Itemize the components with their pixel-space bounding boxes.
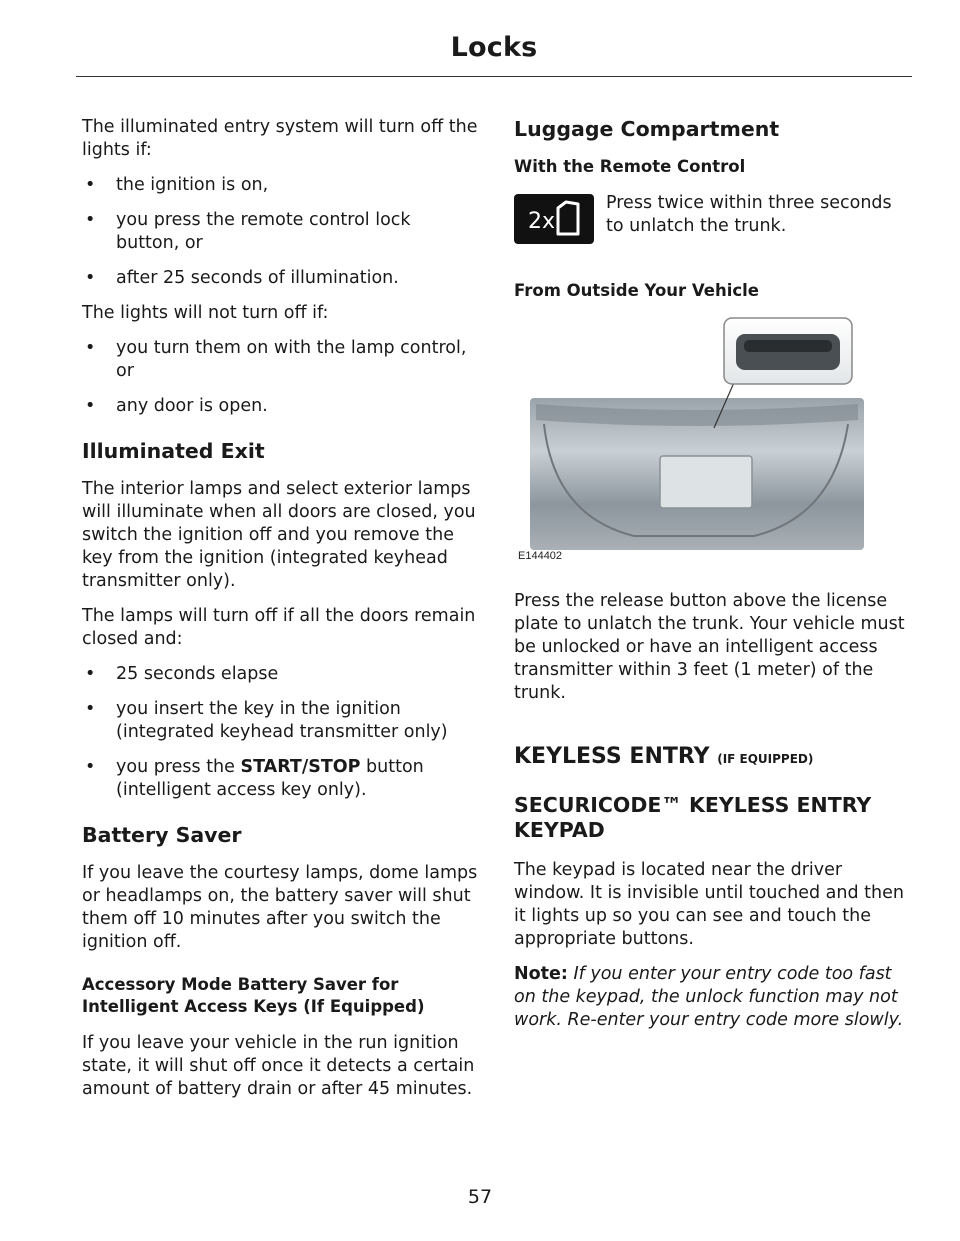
trunk-release-2x-icon (514, 194, 594, 244)
keypad-paragraph: The keypad is located near the driver window. It is invisible until touched and then it lights up so you can see and touch the appropriate buttons. (514, 860, 904, 949)
remote-instruction-text: Press twice within three seconds to unlatch the trunk. (606, 193, 892, 236)
if-equipped-label: (IF EQUIPPED) (717, 752, 814, 766)
figure-id: E144402 (518, 550, 563, 562)
list-item (82, 756, 478, 802)
remote-instruction (514, 192, 910, 244)
note-label: Note: (514, 964, 568, 984)
lamps-off-list (82, 663, 478, 802)
list-item-text: you press the (116, 757, 241, 777)
page-title: Locks (450, 32, 538, 63)
lights-off-list (82, 174, 478, 290)
lights-not-off-list (82, 337, 478, 418)
release-button-paragraph: Press the release button above the license plate to unlatch the trunk. Your vehicle must be unlocked or have an intelligent access transmitter within 3 feet (1 meter) of the trunk. (514, 591, 905, 703)
battery-saver-heading: Battery Saver (82, 823, 242, 847)
list-item: • after 25 seconds of illumination. (82, 267, 478, 290)
header-divider (76, 76, 912, 77)
illuminated-exit-heading: Illuminated Exit (82, 439, 265, 463)
battery-saver-paragraph: If you leave the courtesy lamps, dome lamps or headlamps on, the battery saver will shut them off 10 minutes after you switch the ignition off. (82, 863, 478, 952)
page-header (76, 28, 912, 68)
note-text: If you enter your entry code too fast on the keypad, the unlock function may not work. Re-enter your entry code more slowly. (514, 964, 904, 1030)
start-stop-label: START/STOP (240, 757, 361, 777)
not-off-paragraph: The lights will not turn off if: (82, 303, 329, 323)
list-item: • you press the remote control lock button, or (82, 209, 478, 255)
trunk-illustration (514, 316, 866, 566)
keyless-entry-title: KEYLESS ENTRY (514, 744, 710, 769)
list-item: • the ignition is on, (82, 174, 478, 197)
list-item: • you insert the key in the ignition (integrated keyhead transmitter only) (82, 698, 478, 744)
trunk-release-figure (514, 316, 866, 566)
accessory-mode-heading: Accessory Mode Battery Saver for Intelligent Access Keys (If Equipped) (82, 975, 425, 1016)
list-item-text: button (intelligent access key only). (116, 757, 424, 800)
intro-paragraph: The illuminated entry system will turn off the lights if: (82, 117, 478, 160)
page-number: 57 (467, 1186, 493, 1208)
illuminated-exit-paragraph: The interior lamps and select exterior lamps will illuminate when all doors are closed, you switch the ignition off and you remove the key from the ignition (integrated keyhead transmitter only). (82, 479, 476, 591)
note-paragraph (514, 963, 910, 1032)
list-item: • any door is open. (82, 395, 478, 418)
outside-vehicle-heading: From Outside Your Vehicle (514, 281, 759, 300)
accessory-mode-paragraph: If you leave your vehicle in the run ignition state, it will shut off once it detects a certain amount of battery drain or after 45 minutes. (82, 1033, 475, 1099)
list-item: • you turn them on with the lamp control, or (82, 337, 478, 383)
securicode-heading: SECURICODE™ KEYLESS ENTRY KEYPAD (514, 793, 872, 842)
remote-control-heading: With the Remote Control (514, 157, 746, 176)
keyless-entry-heading (514, 743, 910, 773)
left-column (82, 116, 478, 1113)
right-column (514, 116, 910, 1044)
luggage-compartment-heading: Luggage Compartment (514, 117, 780, 141)
list-item: • 25 seconds elapse (82, 663, 478, 686)
remote-icon-label: 2x (528, 209, 556, 234)
lamps-off-paragraph: The lamps will turn off if all the doors remain closed and: (82, 606, 476, 649)
